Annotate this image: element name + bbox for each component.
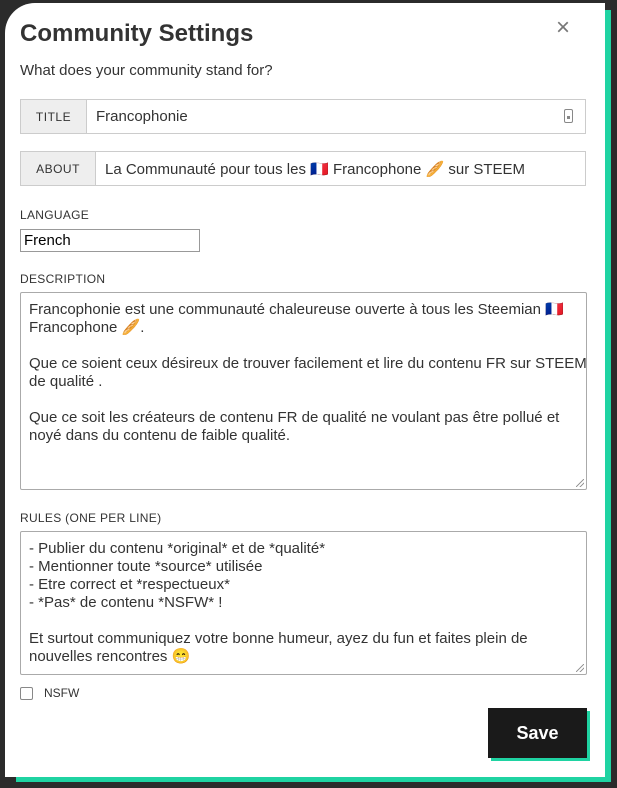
rules-line [29, 612, 578, 630]
rules-line: - Etre correct et *respectueux* [29, 576, 230, 593]
rules-textarea[interactable] [20, 531, 587, 675]
language-label: LANGUAGE [20, 208, 90, 222]
description-line: Que ce soient ceux désireux de trouver facilement et lire du contenu FR sur STEEM [29, 355, 587, 372]
nsfw-checkbox[interactable] [20, 687, 33, 700]
dialog-title: Community Settings [20, 20, 254, 47]
rules-label: RULES (ONE PER LINE) [20, 511, 162, 525]
rules-line: Et surtout communiquez votre bonne humeur, ayez du fun et faites plein de [29, 630, 528, 647]
password-manager-icon[interactable] [564, 109, 573, 123]
rules-line: - *Pas* de contenu *NSFW* ! [29, 594, 223, 611]
about-input-value: La Communauté pour tous les 🇫🇷 Francophone 🥖 sur STEEM [105, 160, 526, 178]
description-line: noyé dans du contenu de faible qualité. [29, 427, 291, 444]
language-input[interactable] [20, 229, 200, 252]
rules-line: - Publier du contenu *original* et de *qualité* [29, 540, 326, 557]
description-line [29, 391, 578, 409]
save-button[interactable]: Save [488, 708, 587, 758]
description-line: Francophone 🥖. [29, 319, 145, 336]
title-field-label: TITLE [21, 100, 87, 133]
nsfw-label[interactable]: NSFW [44, 686, 80, 700]
description-line [29, 337, 578, 355]
about-field-label: ABOUT [21, 152, 96, 185]
title-input-group [20, 99, 586, 134]
nsfw-option [20, 686, 79, 700]
rules-line: nouvelles rencontres 😁 [29, 648, 191, 665]
description-line: Francophonie est une communauté chaleureuse ouverte à tous les Steemian 🇫🇷 [29, 301, 564, 318]
resize-handle[interactable] [576, 664, 584, 672]
dialog-subtitle: What does your community stand for? [20, 62, 273, 79]
resize-handle[interactable] [576, 479, 584, 487]
title-input-value: Francophonie [96, 108, 188, 125]
description-line: de qualité . [29, 373, 103, 390]
about-input[interactable] [96, 152, 585, 185]
rules-line: - Mentionner toute *source* utilisée [29, 558, 263, 575]
description-textarea[interactable] [20, 292, 587, 490]
about-input-group [20, 151, 586, 186]
description-label: DESCRIPTION [20, 272, 106, 286]
description-line: Que ce soit les créateurs de contenu FR de qualité ne voulant pas être pollué et [29, 409, 560, 426]
title-input[interactable] [87, 100, 585, 133]
close-icon[interactable]: × [555, 14, 570, 41]
